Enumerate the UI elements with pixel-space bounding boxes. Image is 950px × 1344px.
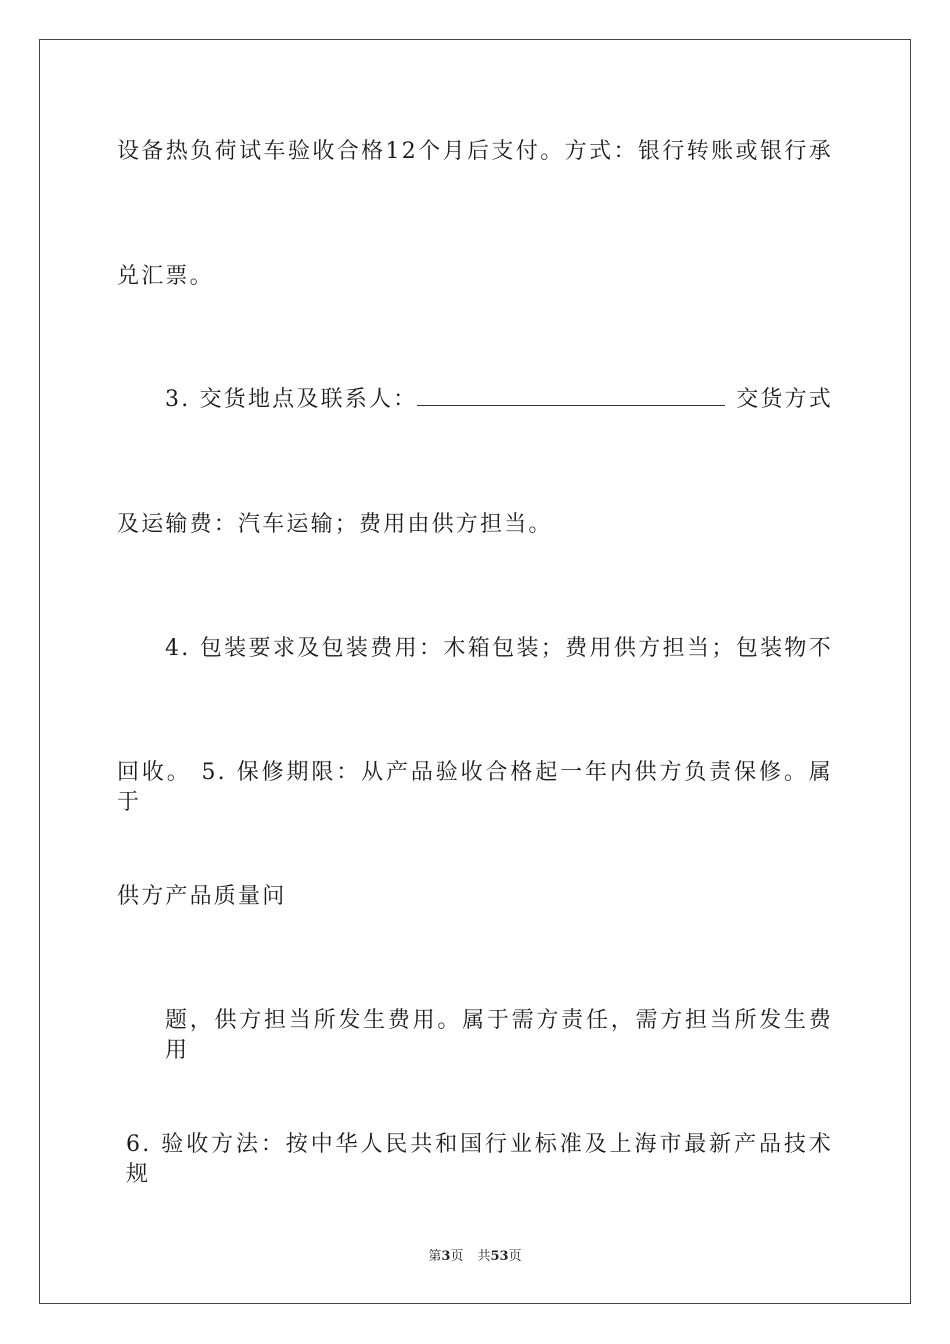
footer-page-unit: 页	[450, 1249, 464, 1264]
footer-page-prefix: 第	[428, 1249, 442, 1264]
paragraph-line-5: 4. 包装要求及包装费用：木箱包装；费用供方担当；包装物不	[165, 636, 833, 661]
page-footer	[0, 1248, 950, 1266]
footer-total-prefix: 共	[477, 1249, 491, 1264]
paragraph-line-7: 供方产品质量问	[117, 884, 287, 909]
footer-total-unit: 页	[508, 1249, 522, 1264]
page-border	[39, 39, 911, 1304]
paragraph-line-2: 兑汇票。	[117, 264, 214, 289]
footer-page-current: 3	[441, 1249, 451, 1264]
paragraph-line-1: 设备热负荷试车验收合格12个月后支付。方式：银行转账或银行承	[117, 139, 833, 164]
delivery-place-label: 3. 交货地点及联系人：	[165, 387, 418, 412]
delivery-method-label: 交货方式	[736, 387, 833, 412]
paragraph-line-6: 回收。 5. 保修期限：从产品验收合格起一年内供方负责保修。属于	[117, 760, 833, 815]
paragraph-line-8: 题，供方担当所发生费用。属于需方责任，需方担当所发生费用	[165, 1008, 833, 1063]
footer-page-total: 53	[490, 1249, 509, 1264]
paragraph-line-9: 6. 验收方法：按中华人民共和国行业标准及上海市最新产品技术规	[126, 1132, 833, 1187]
delivery-contact-blank	[417, 387, 725, 406]
paragraph-line-4: 及运输费：汽车运输；费用由供方担当。	[117, 512, 553, 537]
paragraph-line-3	[165, 385, 833, 415]
